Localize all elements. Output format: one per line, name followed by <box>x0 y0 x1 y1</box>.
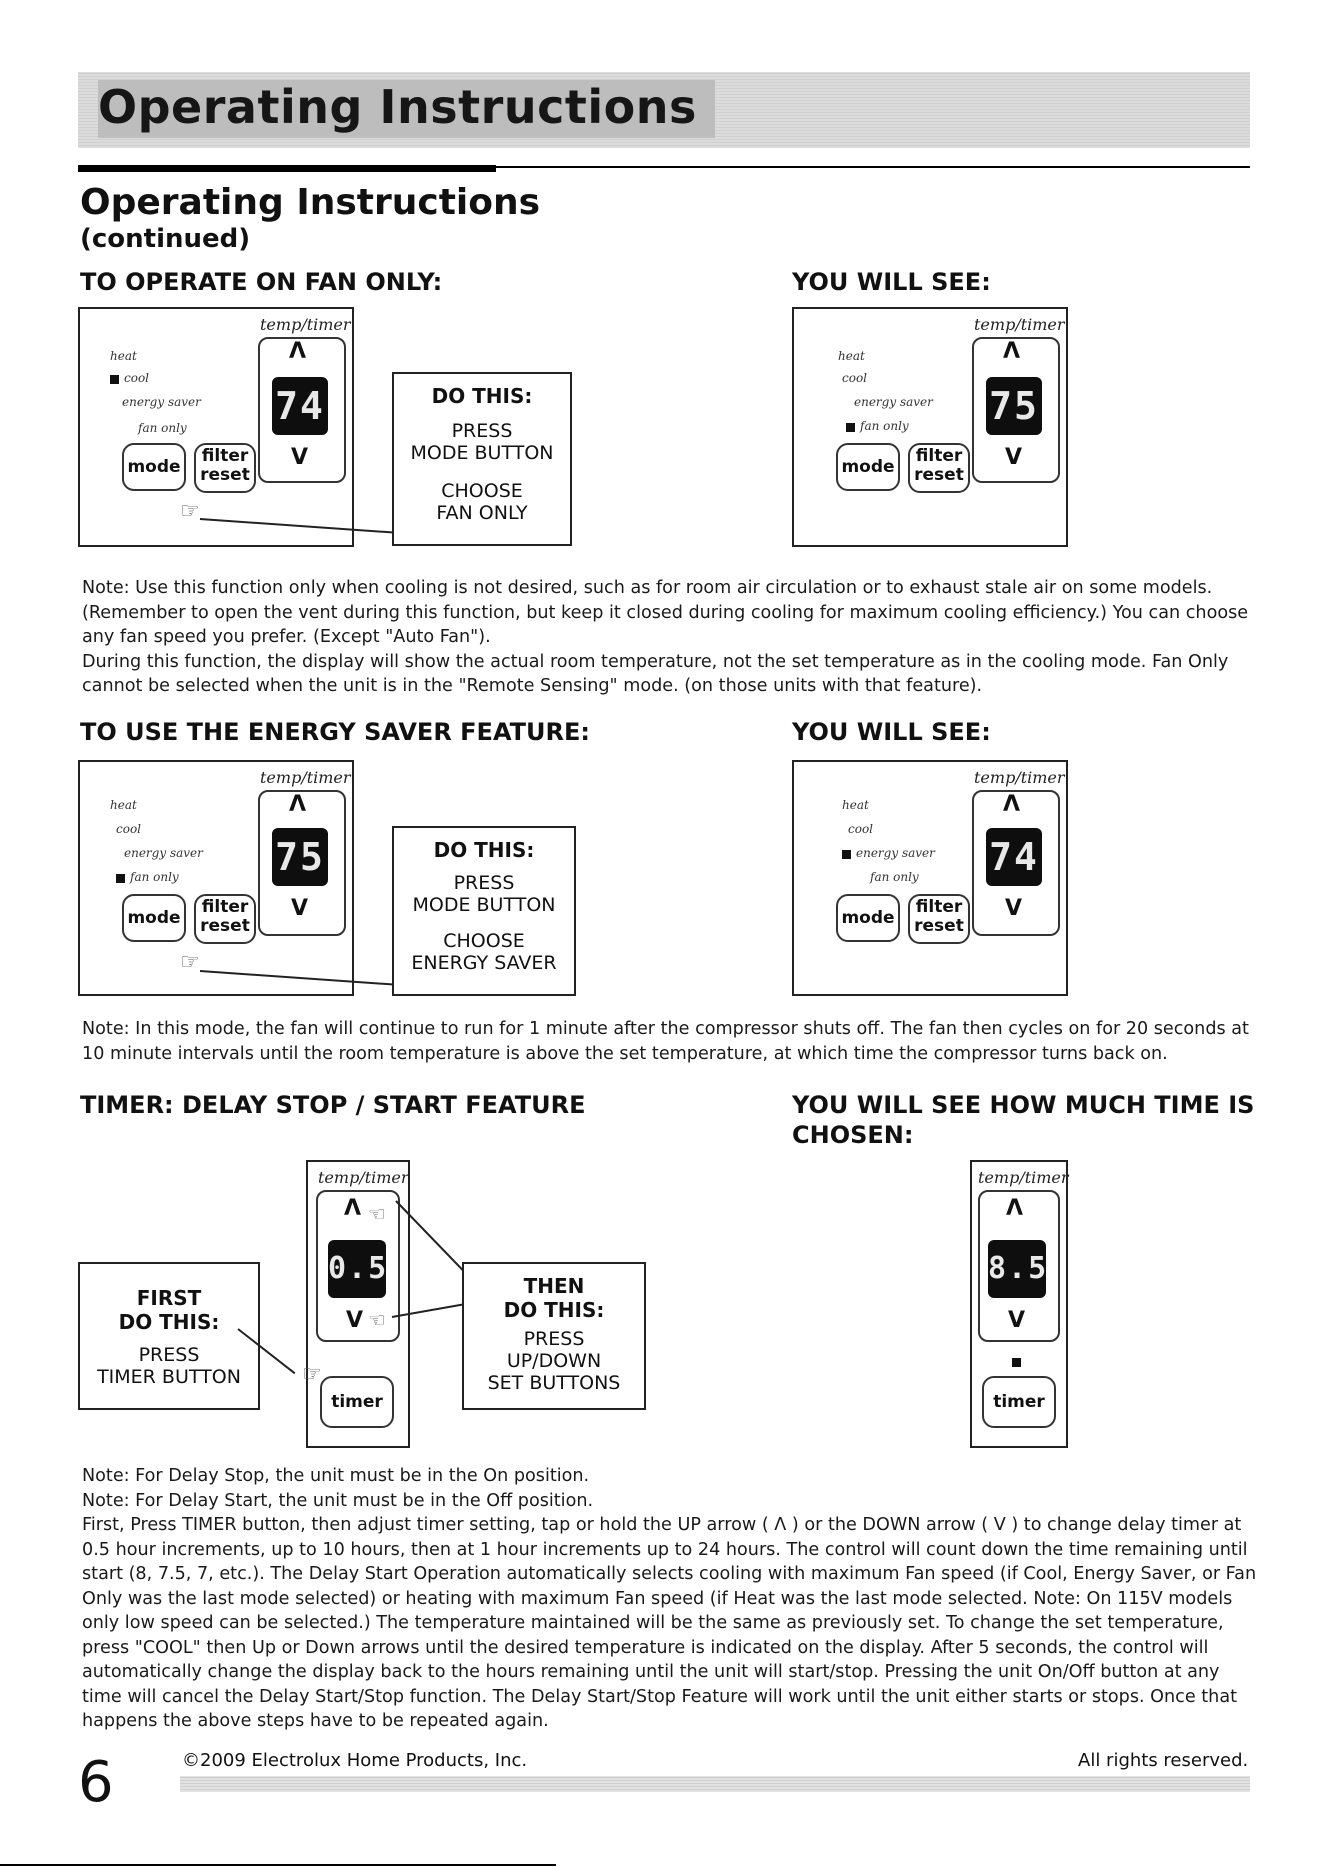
reset-label: reset <box>200 916 250 936</box>
timer-button[interactable]: timer <box>320 1376 394 1428</box>
bottom-rule <box>0 1864 556 1866</box>
temp-timer-label: temp/timer <box>974 768 1065 787</box>
timer-then-box <box>462 1262 646 1410</box>
do-this-line3: CHOOSE <box>441 480 523 502</box>
then-line3: SET BUTTONS <box>487 1372 621 1394</box>
note-paragraph: Note: In this mode, the fan will continue to run for 1 minute after the compressor shuts off. The fan then cycles on for 20 seconds at 10 minute intervals until the room temperature is above the set temperature, at which time the compressor turns back on. <box>82 1019 1249 1064</box>
mode-button[interactable]: mode <box>122 894 186 942</box>
do-this-line3: CHOOSE <box>443 930 525 952</box>
banner-title: Operating Instructions <box>98 80 715 138</box>
do-this-line2: MODE BUTTON <box>412 894 556 916</box>
energy-saver-do-this-box <box>392 826 576 996</box>
fan-only-do-this-box <box>392 372 572 546</box>
mode-energy-saver-label: energy saver <box>856 846 935 860</box>
do-this-line1: PRESS <box>451 420 513 442</box>
mode-indicator-fan-only <box>116 874 125 883</box>
temperature-display: 75 <box>986 377 1042 435</box>
note-paragraph: Note: Use this function only when cooling is not desired, such as for room air circulation or to exhaust stale air on some models. (Remember to open the vent during this function, but keep it closed during cooling for maximum cooling efficiency.) You can choose any fan speed you prefer. (Except "Auto Fan"). <box>82 578 1249 647</box>
reset-label: reset <box>200 465 250 485</box>
header-rule-thin <box>496 166 1250 168</box>
filter-label: filter <box>201 446 249 466</box>
note-paragraph: First, Press TIMER button, then adjust timer setting, tap or hold the UP arrow ( Λ ) or the DOWN arrow ( V ) to change delay timer at 0.5 hour increments, up to 10 hours, then at 1 hour increments up to 24 hours. The control will count down the time remaining until start (8, 7.5, 7, etc.). The Delay Start Operation automatically selects cooling with maximum Fan speed (if Cool, Energy Saver, or Fan Only was the last mode selected) or heating with maximum Fan speed (if Heat was the last mode selected. Note: On 115V models only low speed can be selected.) The temperature maintained will be the same as previously set. To change the set temperature, press "COOL" then Up or Down arrows until the desired temperature is indicated on the display. After 5 seconds, the control will automatically change the display back to the hours remaining until the unit will start/stop. Pressing the unit On/Off button at any time will cancel the Delay Start/Stop function. The Delay Start/Stop Feature will work until the unit either starts or stops. Once that happens the above steps have to be repeated again. <box>82 1515 1257 1731</box>
first-title-2: DO THIS: <box>118 1310 220 1334</box>
mode-fan-only-label: fan only <box>860 419 909 433</box>
fan-only-note <box>82 576 1257 699</box>
timer-panel-after <box>970 1160 1068 1448</box>
pointing-hand-icon: ☞ <box>180 499 200 524</box>
mode-fan-only-label: fan only <box>870 870 919 884</box>
filter-label: filter <box>915 446 963 466</box>
first-line2: TIMER BUTTON <box>97 1366 241 1388</box>
mode-button[interactable]: mode <box>122 443 186 491</box>
filter-reset-button[interactable] <box>194 894 256 944</box>
timer-display: 8.5 <box>988 1240 1046 1298</box>
footer-hatch <box>180 1776 1250 1792</box>
temperature-display: 75 <box>272 828 328 886</box>
mode-energy-saver-label: energy saver <box>122 395 201 409</box>
timer-heading: TIMER: DELAY STOP / START FEATURE <box>80 1091 586 1119</box>
then-title: THEN <box>523 1274 585 1298</box>
up-arrow-button[interactable]: Λ <box>1003 792 1021 817</box>
filter-reset-button[interactable] <box>194 443 256 493</box>
up-arrow-button[interactable]: Λ <box>1006 1196 1024 1221</box>
up-arrow-button[interactable]: Λ <box>344 1196 362 1221</box>
mode-cool-label: cool <box>848 822 874 836</box>
rights-reserved: All rights reserved. <box>1078 1750 1249 1771</box>
energy-saver-note <box>82 1017 1257 1066</box>
copyright: ©2009 Electrolux Home Products, Inc. <box>182 1750 528 1771</box>
timer-button[interactable]: timer <box>982 1376 1056 1428</box>
then-line2: UP/DOWN <box>506 1350 602 1372</box>
down-arrow-button[interactable]: V <box>1008 1308 1026 1333</box>
temperature-display: 74 <box>986 828 1042 886</box>
control-panel-energy-after <box>792 760 1068 996</box>
do-this-title: DO THIS: <box>431 384 533 408</box>
up-arrow-button[interactable]: Λ <box>289 339 307 364</box>
note-paragraph: During this function, the display will show the actual room temperature, not the set temperature as in the cooling mode. Fan Only cannot be selected when the unit is in the "Remote Sensing" mode. (on those units with that feature). <box>82 651 1229 696</box>
mode-fan-only-label: fan only <box>130 870 179 884</box>
down-arrow-button[interactable]: V <box>291 445 309 470</box>
fan-only-see-heading: YOU WILL SEE: <box>792 268 991 296</box>
do-this-line1: PRESS <box>453 872 515 894</box>
temperature-display: 74 <box>272 377 328 435</box>
note-paragraph: Note: For Delay Start, the unit must be in the Off position. <box>82 1490 594 1511</box>
mode-button[interactable]: mode <box>836 894 900 942</box>
pointing-hand-icon: ☞ <box>180 950 200 975</box>
temp-timer-label: temp/timer <box>260 315 351 334</box>
first-title: FIRST <box>136 1286 202 1310</box>
first-line1: PRESS <box>138 1344 200 1366</box>
do-this-line2: MODE BUTTON <box>410 442 554 464</box>
mode-cool-label: cool <box>116 822 142 836</box>
then-line1: PRESS <box>523 1328 585 1350</box>
timer-note <box>82 1464 1257 1734</box>
page-number: 6 <box>78 1750 114 1815</box>
pointing-hand-icon: ☜ <box>368 1308 386 1332</box>
do-this-title: DO THIS: <box>433 838 535 862</box>
mode-indicator-fan-only <box>846 423 855 432</box>
mode-indicator-energy-saver <box>842 850 851 859</box>
mode-heat-label: heat <box>838 349 865 363</box>
mode-cool-label: cool <box>842 371 868 385</box>
timer-panel-before <box>302 1160 410 1448</box>
down-arrow-button[interactable]: V <box>346 1308 364 1333</box>
reset-label: reset <box>914 465 964 485</box>
mode-heat-label: heat <box>842 798 869 812</box>
temp-timer-label: temp/timer <box>978 1168 1069 1187</box>
do-this-line4: FAN ONLY <box>436 502 528 524</box>
up-arrow-button[interactable]: Λ <box>289 792 307 817</box>
mode-button[interactable]: mode <box>836 443 900 491</box>
control-panel-energy-before <box>78 760 354 996</box>
mode-fan-only-label: fan only <box>138 421 187 435</box>
temp-timer-label: temp/timer <box>974 315 1065 334</box>
timer-see-heading-2: CHOSEN: <box>792 1121 914 1149</box>
timer-first-box <box>78 1262 260 1410</box>
timer-display: 0.5 <box>328 1240 386 1298</box>
pointing-hand-icon: ☞ <box>302 1362 322 1387</box>
fan-only-heading: TO OPERATE ON FAN ONLY: <box>80 268 443 296</box>
down-arrow-button[interactable]: V <box>1005 445 1023 470</box>
down-arrow-button[interactable]: V <box>291 896 309 921</box>
mode-energy-saver-label: energy saver <box>124 846 203 860</box>
timer-see-heading-1: YOU WILL SEE HOW MUCH TIME IS <box>792 1091 1255 1119</box>
temp-timer-label: temp/timer <box>260 768 351 787</box>
filter-reset-button[interactable] <box>908 443 970 493</box>
do-this-line4: ENERGY SAVER <box>411 952 557 974</box>
up-arrow-button[interactable]: Λ <box>1003 339 1021 364</box>
mode-cool-label: cool <box>124 371 150 385</box>
control-panel-fan-before <box>78 307 354 547</box>
control-panel-fan-after <box>792 307 1068 547</box>
energy-saver-see-heading: YOU WILL SEE: <box>792 718 991 746</box>
page-subtitle: (continued) <box>80 224 251 254</box>
mode-indicator-cool <box>110 375 119 384</box>
timer-indicator <box>1012 1358 1021 1367</box>
filter-label: filter <box>201 897 249 917</box>
header-rule-thick <box>78 165 496 172</box>
energy-saver-heading: TO USE THE ENERGY SAVER FEATURE: <box>80 718 590 746</box>
down-arrow-button[interactable]: V <box>1005 896 1023 921</box>
temp-timer-label: temp/timer <box>318 1168 409 1187</box>
mode-heat-label: heat <box>110 349 137 363</box>
mode-energy-saver-label: energy saver <box>854 395 933 409</box>
mode-heat-label: heat <box>110 798 137 812</box>
note-paragraph: Note: For Delay Stop, the unit must be in the On position. <box>82 1466 590 1486</box>
filter-reset-button[interactable] <box>908 894 970 944</box>
page-title: Operating Instructions <box>80 182 541 223</box>
reset-label: reset <box>914 916 964 936</box>
then-title-2: DO THIS: <box>503 1298 605 1322</box>
filter-label: filter <box>915 897 963 917</box>
pointing-hand-icon: ☜ <box>368 1202 386 1226</box>
